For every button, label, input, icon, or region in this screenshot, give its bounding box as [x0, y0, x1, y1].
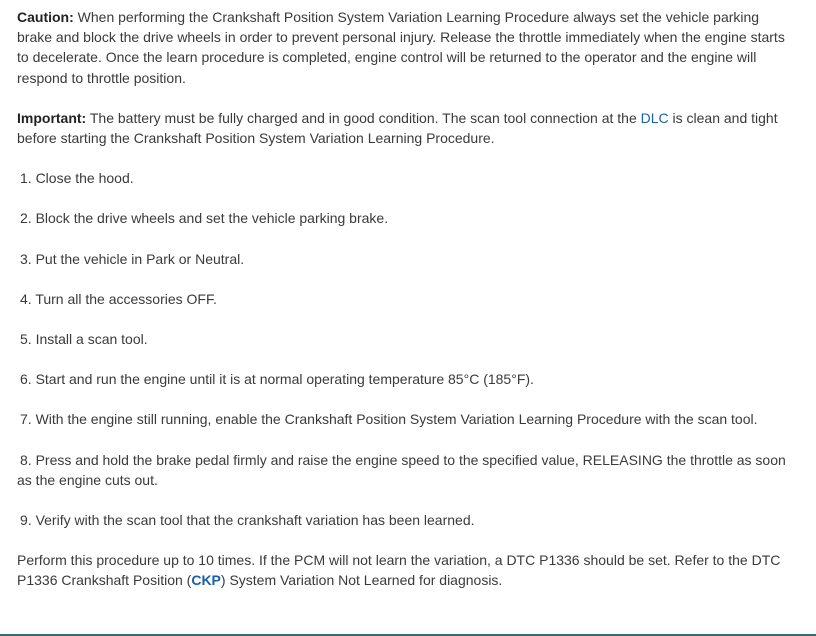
step-1: 1. Close the hood.: [20, 170, 134, 187]
caution-paragraph: [17, 7, 797, 88]
procedure-document: [17, 7, 797, 591]
step-8-text: 8. Press and hold the brake pedal firmly and raise the engine speed to the specified value, RELEASING the throttle as soon as the engine cuts out.: [17, 451, 786, 488]
footer-text-after: ) System Variation Not Learned for diagnosis.: [220, 572, 503, 589]
step-5: 5. Install a scan tool.: [20, 331, 148, 348]
step-4: 4. Turn all the accessories OFF.: [20, 290, 217, 307]
step-6: 6. Start and run the engine until it is at normal operating temperature 85°C (185°F).: [20, 371, 534, 388]
important-text-before: The battery must be fully charged and in good condition. The scan tool connection at the: [86, 109, 641, 126]
step-9: 9. Verify with the scan tool that the crankshaft variation has been learned.: [20, 512, 475, 529]
ckp-link[interactable]: CKP: [191, 572, 221, 589]
footer-text-before: Perform this procedure up to 10 times. If the PCM will not learn the variation, a DTC P1336 should be set. Refer to the DTC P1336 Crankshaft Position (: [17, 552, 781, 589]
caution-text: When performing the Crankshaft Position System Variation Learning Procedure always set the vehicle parking brake and block the drive wheels in order to prevent personal injury. Release the throttle immediately when the engine starts to decelerate. Once the learn procedure is completed, engine control will be returned to the operator and the engine will respond to throttle position.: [17, 9, 785, 86]
caution-label: Caution:: [17, 9, 74, 25]
step-8: [17, 450, 797, 490]
dlc-link[interactable]: DLC: [640, 109, 669, 126]
important-paragraph: [17, 108, 797, 148]
step-3: 3. Put the vehicle in Park or Neutral.: [20, 250, 245, 267]
important-label: Important:: [17, 109, 87, 126]
footer-paragraph: [17, 550, 797, 590]
step-7: 7. With the engine still running, enable the Crankshaft Position System Variation Learning Procedure with the scan tool.: [20, 411, 758, 428]
step-2: 2. Block the drive wheels and set the vehicle parking brake.: [20, 210, 389, 227]
important-text-after: is clean and tight before starting the Crankshaft Position System Variation Learning Procedure.: [17, 109, 778, 147]
